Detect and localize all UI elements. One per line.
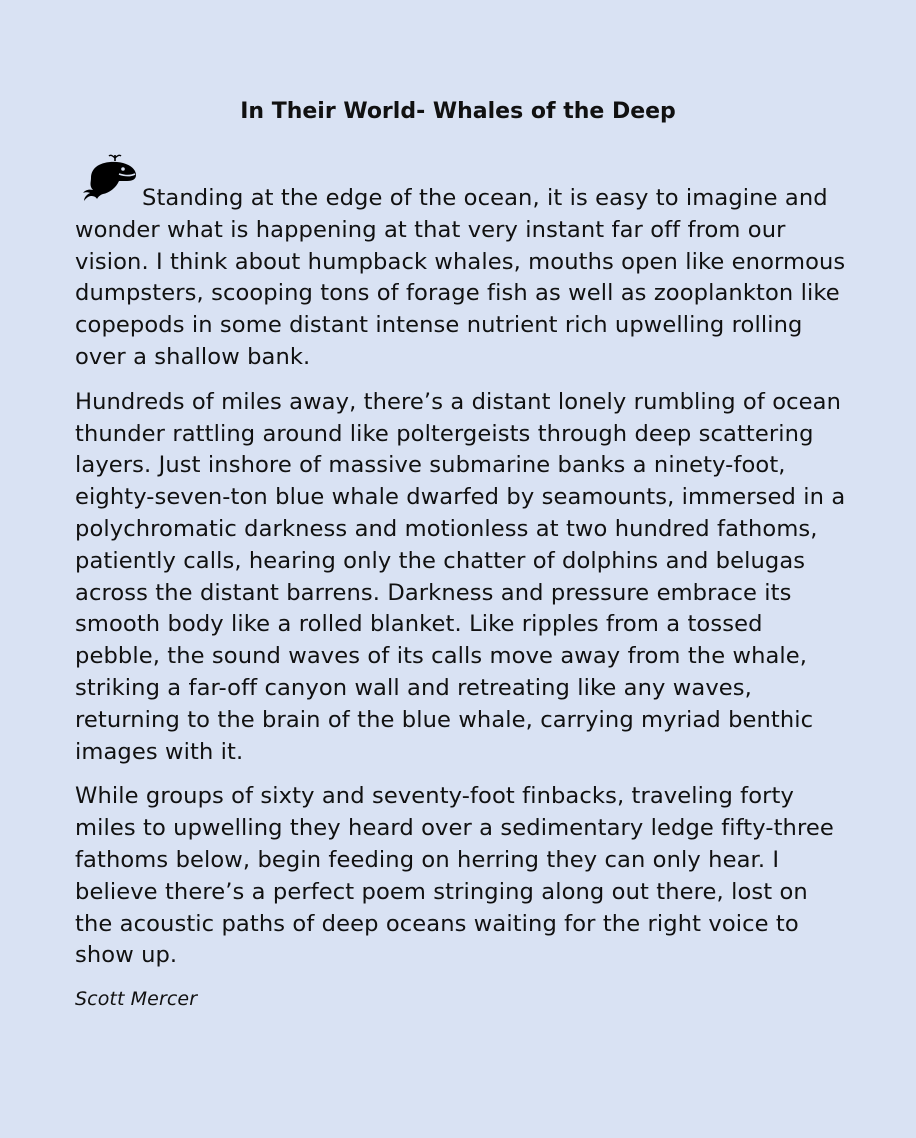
paragraph-1 (75, 150, 850, 374)
author-signature: Scott Mercer (75, 988, 198, 1011)
paragraph-1-text: Standing at the edge of the ocean, it is easy to imagine and wonder what is happening at that very instant far off from our vision. I think about humpback whales, mouths open like enormous dumpsters, scooping tons of forage fish as well as zooplankton like copepods in some distant intense nutrient rich upwelling rolling over a shallow bank. (75, 185, 846, 370)
paragraph-2: Hundreds of miles away, there’s a distant lonely rumbling of ocean thunder rattling around like poltergeists through deep scattering layers. Just inshore of massive submarine banks a ninety-foot, eighty-seven-ton blue whale dwarfed by seamounts, immersed in a polychromatic darkness and motionless at two hundred fathoms, patiently calls, hearing only the chatter of dolphins and belugas across the distant barrens. Darkness and pressure embrace its smooth body like a rolled blanket. Like ripples from a tossed pebble, the sound waves of its calls move away from the whale, striking a far-off canyon wall and retreating like any waves, returning to the brain of the blue whale, carrying myriad benthic images with it. (75, 388, 846, 765)
paragraph-3: While groups of sixty and seventy-foot finbacks, traveling forty miles to upwelling they heard over a sedimentary ledge fifty-three fathoms below, begin feeding on herring they can only hear. I believe there’s a perfect poem stringing along out there, lost on the acoustic paths of deep oceans waiting for the right voice to show up. (75, 783, 834, 969)
article-body (75, 150, 850, 1012)
article-title: In Their World- Whales of the Deep (240, 99, 676, 124)
whale-icon (79, 152, 137, 206)
